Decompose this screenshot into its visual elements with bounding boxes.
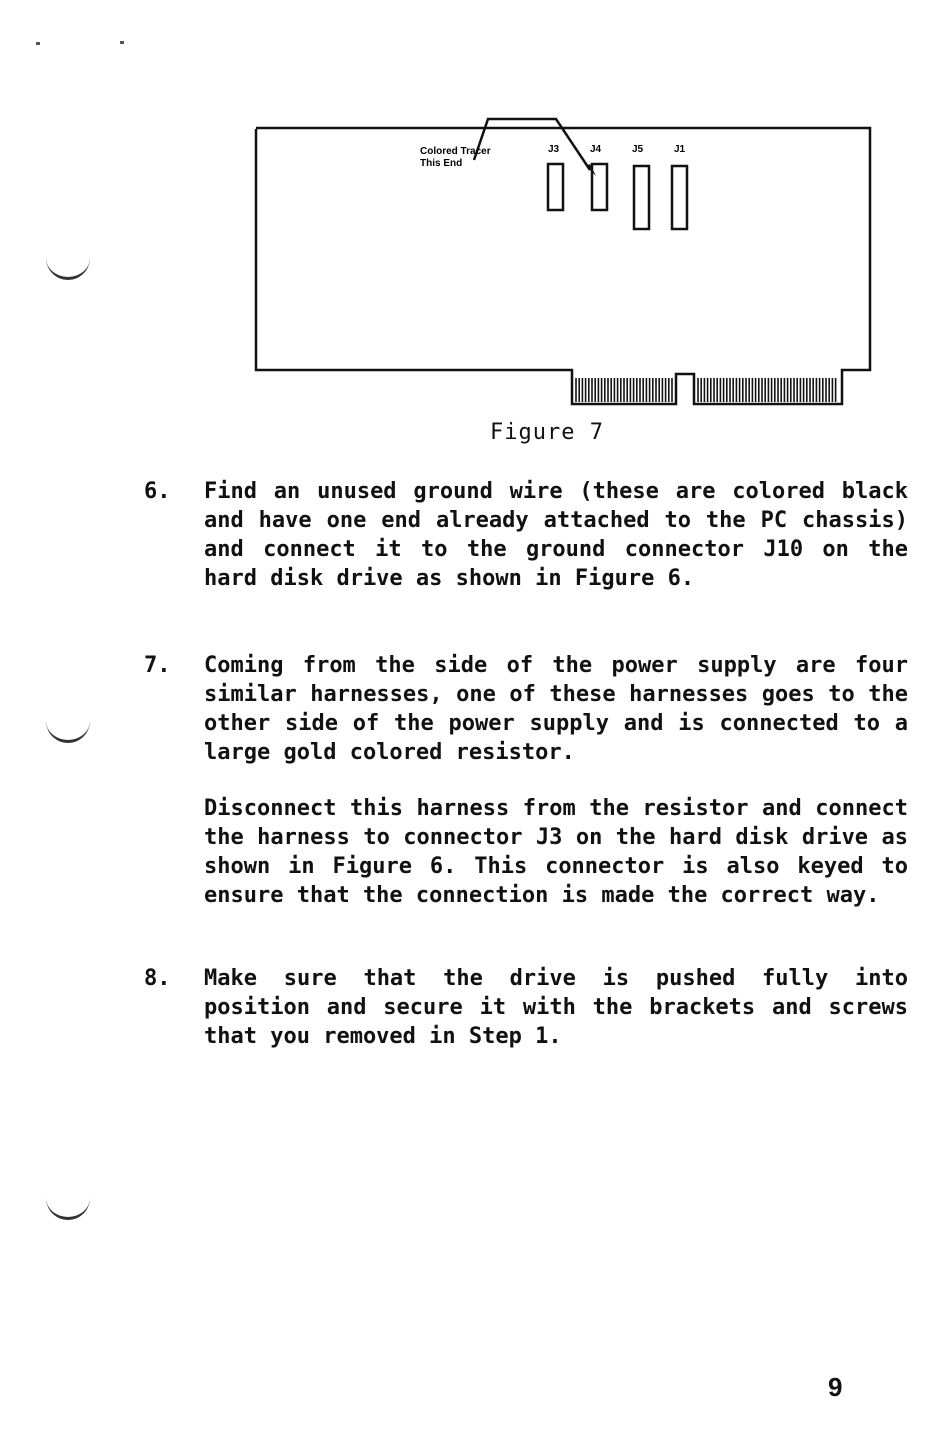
binder-hole-top (46, 255, 90, 280)
step-number: 6. (144, 479, 171, 504)
step-6 (144, 477, 908, 620)
connector-j4 (592, 164, 607, 210)
connector-label-j4: J4 (590, 144, 602, 155)
binder-hole-bottom (46, 1195, 90, 1220)
step-7 (144, 651, 908, 937)
edge-connector-fingers (576, 378, 836, 402)
scan-speck (120, 41, 124, 44)
connector-j5 (634, 166, 649, 229)
controller-board-figure (248, 112, 878, 412)
scan-speck (36, 42, 40, 45)
connector-label-j5: J5 (632, 144, 644, 155)
connector-label-j1: J1 (674, 144, 686, 155)
step-paragraph: Make sure that the drive is pushed fully into position and secure it with the brackets and screws that you removed in Step 1. (204, 966, 908, 1049)
tracer-label-line2: This End (420, 158, 463, 169)
figure-caption: Figure 7 (490, 420, 604, 445)
step-paragraph: Coming from the side of the power supply are four similar harnesses, one of these harnesses goes to the other side of the power supply and is connected to a large gold colored resistor. (204, 653, 908, 765)
step-paragraph: Disconnect this harness from the resistor and connect the harness to connector J3 on the hard disk drive as shown in Figure 6. This connector is also keyed to ensure that the connection is made the correct way. (204, 796, 908, 908)
step-paragraph: Find an unused ground wire (these are colored black and have one end already attached to the PC chassis) and connect it to the ground connector J10 on the hard disk drive as shown in Figure 6. (204, 479, 908, 591)
page-number: 9 (828, 1372, 843, 1402)
connector-label-j3: J3 (548, 144, 560, 155)
cable-lead (474, 119, 590, 170)
step-8 (144, 964, 908, 1078)
step-number: 7. (144, 653, 171, 678)
binder-hole-middle (46, 718, 90, 743)
connector-j1 (672, 166, 687, 229)
tracer-label-line1: Colored Tracer (420, 146, 491, 157)
connector-j3 (548, 164, 563, 210)
step-number: 8. (144, 966, 171, 991)
